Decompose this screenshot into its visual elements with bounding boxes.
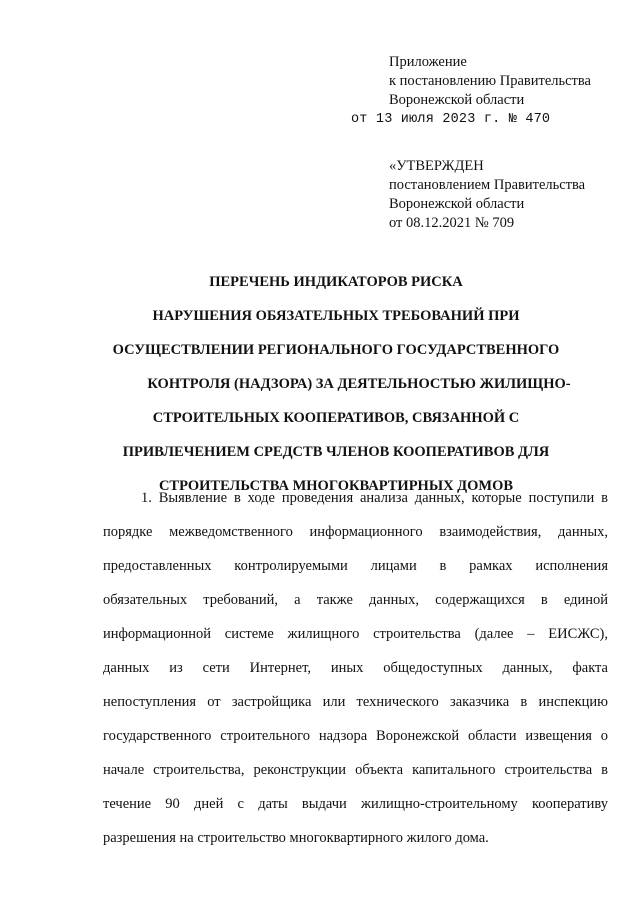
approved-block: [389, 157, 585, 233]
paragraph-line: течение 90 дней с даты выдачи жилищно-строительному кооперативу: [103, 796, 608, 812]
appendix-line: Воронежской области: [389, 92, 525, 108]
title-line: СТРОИТЕЛЬСТВА МНОГОКВАРТИРНЫХ ДОМОВ: [158, 478, 514, 494]
approved-line: от 08.12.2021 № 709: [389, 215, 515, 231]
approved-line: Воронежской области: [389, 196, 525, 212]
title-line: ПЕРЕЧЕНЬ ИНДИКАТОРОВ РИСКА: [209, 274, 463, 290]
approved-line: «УТВЕРЖДЕН: [389, 158, 484, 174]
paragraph-line: разрешения на строительство многоквартирного жилого дома.: [103, 830, 489, 846]
paragraph-line: информационной системе жилищного строительства (далее – ЕИСЖС),: [103, 626, 608, 642]
paragraph-line: начале строительства, реконструкции объекта капитального строительства в: [103, 762, 608, 778]
title-line: ОСУЩЕСТВЛЕНИИ РЕГИОНАЛЬНОГО ГОСУДАРСТВЕННОГО: [112, 342, 560, 358]
appendix-date-stamp: от 13 июля 2023 г. № 470: [351, 112, 551, 127]
title-line: НАРУШЕНИЯ ОБЯЗАТЕЛЬНЫХ ТРЕБОВАНИЙ ПРИ: [152, 308, 520, 324]
appendix-line: Приложение: [389, 54, 467, 70]
title-line: КОНТРОЛЯ (НАДЗОРА) ЗА ДЕЯТЕЛЬНОСТЬЮ ЖИЛИЩНО-: [147, 376, 571, 392]
paragraph-line: обязательных требований, а также данных, содержащихся в единой: [103, 592, 608, 608]
paragraph-line: непоступления от застройщика или технического заказчика в инспекцию: [103, 694, 608, 710]
paragraph-1: [103, 481, 608, 855]
paragraph-line: 1. Выявление в ходе проведения анализа данных, которые поступили в: [141, 490, 608, 506]
appendix-line: к постановлению Правительства: [389, 73, 591, 89]
document-title: [86, 265, 586, 503]
paragraph-line: порядке межведомственного информационного взаимодействия, данных,: [103, 524, 608, 540]
title-line: ПРИВЛЕЧЕНИЕМ СРЕДСТВ ЧЛЕНОВ КООПЕРАТИВОВ ДЛЯ: [122, 444, 550, 460]
paragraph-line: государственного строительного надзора Воронежской области извещения о: [103, 728, 608, 744]
paragraph-line: данных из сети Интернет, иных общедоступных данных, факта: [103, 660, 608, 676]
title-line: СТРОИТЕЛЬНЫХ КООПЕРАТИВОВ, СВЯЗАННОЙ С: [152, 410, 520, 426]
paragraph-line: предоставленных контролируемыми лицами в рамках исполнения: [103, 558, 608, 574]
approved-line: постановлением Правительства: [389, 177, 586, 193]
appendix-header: [351, 53, 591, 129]
